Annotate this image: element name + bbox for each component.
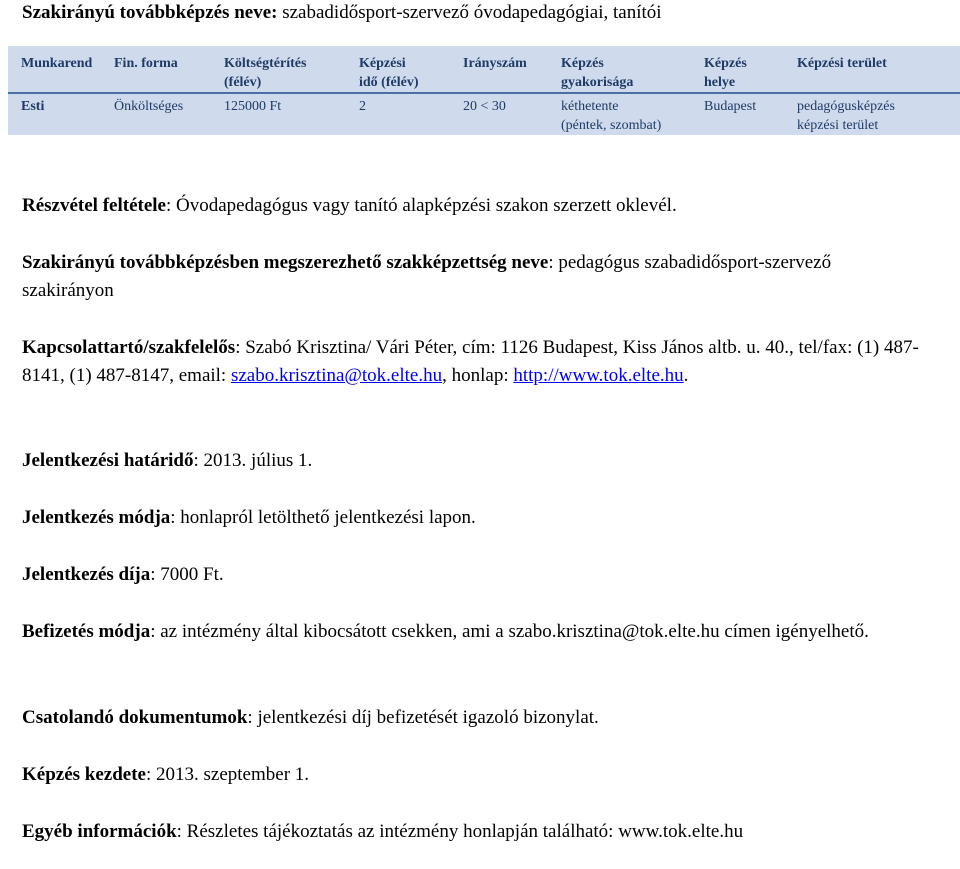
kezdete-text: : 2013. szeptember 1.: [145, 764, 310, 785]
title-label: Szakirányú továbbképzés neve:: [22, 2, 278, 23]
homepage-link[interactable]: http://www.tok.elte.hu: [513, 365, 684, 386]
befizetes-label: Befizetés módja: [22, 621, 151, 642]
table-header-cell-line: Képzési: [359, 56, 406, 71]
email-link[interactable]: szabo.krisztina@tok.elte.hu: [230, 365, 443, 386]
kapcsolat-text: : Szabó Krisztina/ Vári Péter, cím: 1126 Budapest, Kiss János altb. u. 40., tel/fax: (1) 487-8141, (1) 487-8147, email:: [22, 337, 919, 386]
table-header-cell-line: Képzési terület: [797, 56, 887, 71]
table-header-cell-line: gyakorisága: [561, 75, 634, 90]
hatarido-text: : 2013. július 1.: [193, 450, 313, 471]
dokumentumok-label: Csatolandó dokumentumok: [22, 707, 248, 728]
modja-label: Jelentkezés módja: [22, 507, 171, 528]
document-title: [22, 1, 662, 25]
table-header-row: [8, 46, 960, 93]
hatarido-label: Jelentkezési határidő: [22, 450, 194, 471]
table-cell-line: Esti: [21, 99, 45, 114]
table-header-cell: [797, 46, 960, 93]
table-header-cell-line: Irányszám: [463, 56, 527, 71]
dokumentumok-text: : jelentkezési díj befizetését igazoló bizonylat.: [247, 707, 599, 728]
dija-label: Jelentkezés díja: [22, 564, 151, 585]
modja-paragraph: [22, 504, 942, 532]
dija-text: : 7000 Ft.: [150, 564, 224, 585]
kezdete-paragraph: [22, 761, 942, 789]
kapcsolat-text-3: .: [683, 365, 689, 386]
table-cell-line: Önköltséges: [114, 99, 184, 114]
table-cell-line: 2: [359, 99, 366, 114]
table-cell: [797, 93, 960, 135]
table-cell-line: képzési terület: [797, 118, 879, 133]
table-cell: [561, 93, 704, 135]
table-header-cell-line: Költségtérítés: [224, 56, 307, 71]
reszvetel-label: Részvétel feltétele: [22, 195, 166, 216]
table-cell-line: Budapest: [704, 99, 757, 114]
table-cell: [359, 93, 463, 135]
table-header-cell: [114, 46, 224, 93]
dokumentumok-paragraph: [22, 704, 942, 732]
kapcsolat-label: Kapcsolattartó/szakfelelős: [22, 337, 236, 358]
title-value: szabadidősport-szervező óvodapedagógiai, tanítói: [277, 2, 662, 23]
szakkepzettseg-text: : pedagógus szabadidősport-szervező szakirányon: [22, 252, 832, 301]
dija-paragraph: [22, 561, 942, 589]
table-cell-line: kéthetente: [561, 99, 619, 114]
table-cell: [114, 93, 224, 135]
hatarido-paragraph: [22, 447, 942, 475]
egyeb-text: : Részletes tájékoztatás az intézmény honlapján található: www.tok.elte.hu: [176, 821, 744, 842]
table-header-cell: [359, 46, 463, 93]
kapcsolat-paragraph: [22, 334, 922, 390]
table-cell-line: 20 < 30: [463, 99, 506, 114]
kezdete-label: Képzés kezdete: [22, 764, 146, 785]
table-header-cell: [704, 46, 797, 93]
table-cell: [704, 93, 797, 135]
table-header-cell-line: helye: [704, 75, 736, 90]
table-header-cell: [561, 46, 704, 93]
course-info-table: [8, 46, 960, 135]
egyeb-label: Egyéb információk: [22, 821, 177, 842]
table-cell: [8, 93, 114, 135]
table-header-cell: [463, 46, 561, 93]
table-row: [8, 93, 960, 135]
kapcsolat-text-2: , honlap:: [442, 365, 514, 386]
table-header-cell-line: Munkarend: [21, 56, 93, 71]
egyeb-paragraph: [22, 818, 822, 846]
table-header-cell: [224, 46, 359, 93]
table-header-cell: [8, 46, 114, 93]
szakkepzettseg-label: Szakirányú továbbképzésben megszerezhető szakképzettség neve: [22, 252, 549, 273]
table-header-cell-line: Képzés: [561, 56, 604, 71]
table-header-cell-line: Fin. forma: [114, 56, 178, 71]
table-cell-line: 125000 Ft: [224, 99, 282, 114]
table-cell: [463, 93, 561, 135]
modja-text: : honlapról letölthető jelentkezési lapon.: [170, 507, 476, 528]
table-header-cell-line: idő (félév): [359, 75, 419, 90]
table-cell-line: pedagógusképzés: [797, 99, 895, 114]
table-cell-line: (péntek, szombat): [561, 118, 662, 133]
befizetes-text: : az intézmény által kibocsátott csekken, ami a szabo.krisztina@tok.elte.hu címen igényelhető.: [150, 621, 869, 642]
reszvetel-text: : Óvodapedagógus vagy tanító alapképzési szakon szerzett oklevél.: [165, 195, 677, 216]
table-header-cell-line: (félév): [224, 75, 262, 90]
table-cell: [224, 93, 359, 135]
table-header-cell-line: Képzés: [704, 56, 747, 71]
befizetes-paragraph: [22, 618, 942, 646]
reszvetel-paragraph: [22, 192, 942, 220]
szakkepzettseg-paragraph: [22, 249, 852, 305]
